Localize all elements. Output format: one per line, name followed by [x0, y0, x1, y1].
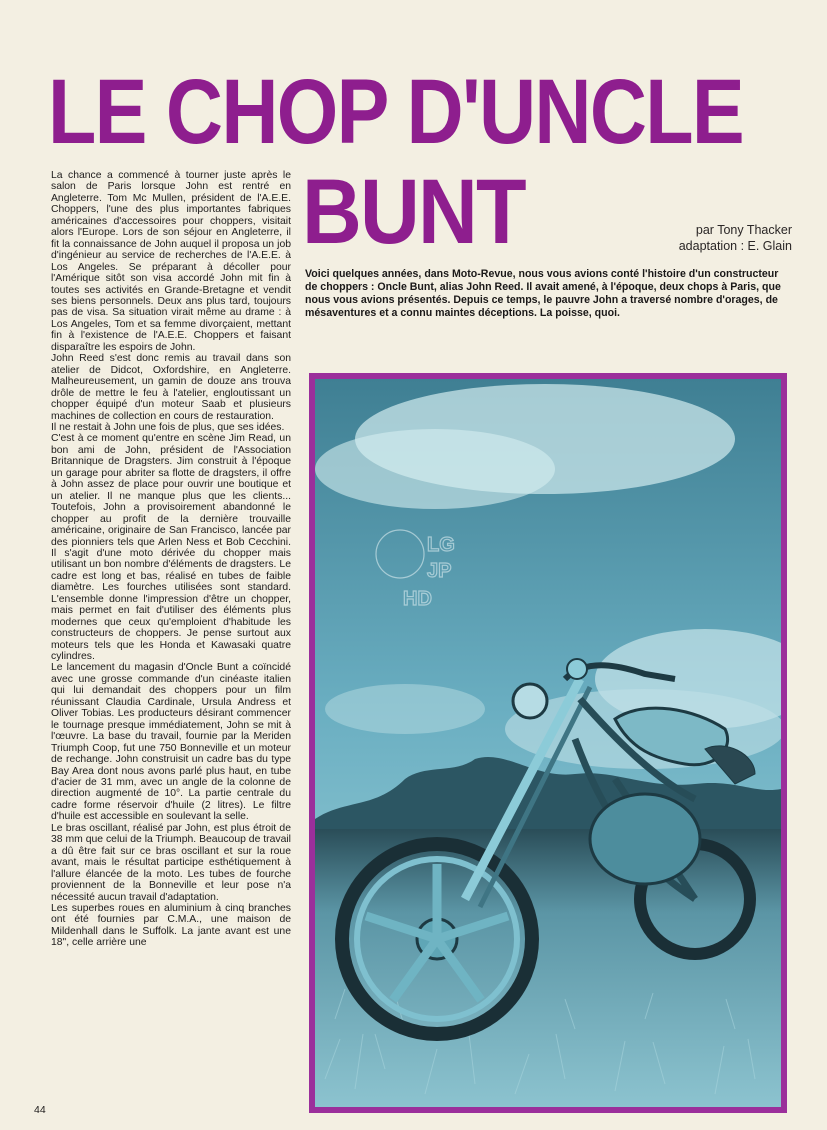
body-paragraph: Le lancement du magasin d'Oncle Bunt a coïncidé avec une grosse commande d'un cinéaste italien qui lui demandait des choppers pour un film réunissant Claudia Cardinale, Ursula Andress et Oliver Tobias. Les producteurs désirant commencer le tournage presque immédiatement, John se mit à l'œuvre. La base du travail, fournie par la Meriden Triumph Coop, fut une 750 Bonneville et un moteur de rechange. John construisit un cadre bas du type Bay Area dont nous avons parlé plus haut, en tube d'acier de 31 mm, avec un angle de la colonne de direction augmenté de 10°. La partie centrale du cadre forme réservoir d'huile (2 litres). Le filtre d'huile est accessible en soulevant la selle.	[51, 662, 291, 823]
grass-field	[315, 829, 781, 1107]
body-paragraph: Le bras oscillant, réalisé par John, est plus étroit de 38 mm que celui de la Triumph. Beaucoup de travail a dû être fait sur ce bras oscillant et sur la roue avant, mais le résultat participe esthétiquement à l'allure élancée de la moto. Les tubes de fourche proviennent de la Bonneville et leur pose n'a nécessité aucun travail d'adaptation.	[51, 822, 291, 903]
watermark-text: LG	[427, 534, 455, 556]
motorcycle-photo-frame	[309, 373, 787, 1113]
byline	[606, 222, 792, 254]
watermark-text: JP	[427, 560, 452, 582]
body-paragraph: C'est à ce moment qu'entre en scène Jim Read, un bon ami de John, président de l'Association Britannique de Dragsters. Jim construit à l'époque un garage pour abriter sa flotte de dragsters, il offre à John assez de place pour ouvrir une boutique et un atelier. Il ne manque plus que les clients... Toutefois, John a provisoirement abandonné le chopper au profit de la dernière trouvaille américaine, originaire de San Francisco, lancée par des pionniers tels que Arlen Ness et Bob Cecchini. Il s'agit d'une moto dérivée du chopper mais utilisant un bon nombre d'éléments de dragsters. Le cadre est long et bas, réalisé en tubes de faible diamètre. Les fourches utilisées sont standard. L'ensemble donne l'impression d'être un chopper, mais permet en fait d'utiliser des éléments plus modernes que ceux qu'emploient d'habitude les constructeurs de choppers. Je pense surtout aux moteurs tels que les Honda et Kawasaki quatre cylindres.	[51, 433, 291, 663]
article-title-line-1: LE CHOP D'UNCLE	[48, 61, 743, 163]
headlight	[513, 684, 547, 718]
cloud	[325, 684, 485, 734]
body-paragraph: La chance a commencé à tourner juste après le salon de Paris lorsque John est rentré en Angleterre. Tom Mc Mullen, président de l'A.E.E. Choppers, l'une des plus importantes fabriques américaines d'accessoires pour choppers, visitait alors l'Europe. Lors de son séjour en Angleterre, il fit la connaissance de John auquel il proposa un job d'ingénieur au service de recherches de l'A.E.E. à Los Angeles. Se préparant à décoller pour l'Amérique sitôt son visa accordé John mit fin à toutes ses activités en Grande-Bretagne et vendit ses biens personnels. Deux ans plus tard, toujours pas de visa. Sa situation virait même au drame : à Los Angeles, Tom et sa femme divorçaient, mettant fin à l'existence de l'A.E.E. Choppers et faisant disparaître les espoirs de John.	[51, 170, 291, 353]
engine	[590, 794, 700, 884]
body-paragraph: Les superbes roues en aluminium à cinq branches ont été fournies par C.M.A., une maison de Mildenhall dans le Suffolk. La jante avant est une 18", celle arrière une	[51, 903, 291, 949]
motorcycle-photo	[315, 379, 781, 1107]
page-number: 44	[34, 1104, 46, 1116]
intro-paragraph: Voici quelques années, dans Moto-Revue, nous vous avions conté l'histoire d'un constructeur de choppers : Oncle Bunt, alias John Reed. Il avait amené, à l'époque, deux chops à Paris, que nous vous avions présentés. Depuis ce temps, le pauvre John a traversé nombre d'orages, de mésaventures et a connu maintes déceptions. La poisse, quoi.	[305, 268, 781, 319]
body-paragraph: Il ne restait à John une fois de plus, que ses idées.	[51, 421, 285, 433]
body-column	[51, 170, 291, 1118]
adaptation-credit: adaptation : E. Glain	[678, 239, 792, 253]
body-paragraph: John Reed s'est donc remis au travail dans son atelier de Didcot, Oxfordshire, en Angleterre. Malheureusement, un gamin de douze ans trouva drôle de mettre le feu à l'atelier, engloutissant un chopper équipé d'un moteur Saab et plusieurs machines de collection en cours de restauration.	[51, 353, 291, 422]
article-title-line-2: BUNT	[302, 161, 525, 263]
cloud	[315, 429, 555, 509]
watermark-text: HD	[403, 588, 432, 610]
author-credit: par Tony Thacker	[695, 223, 792, 237]
